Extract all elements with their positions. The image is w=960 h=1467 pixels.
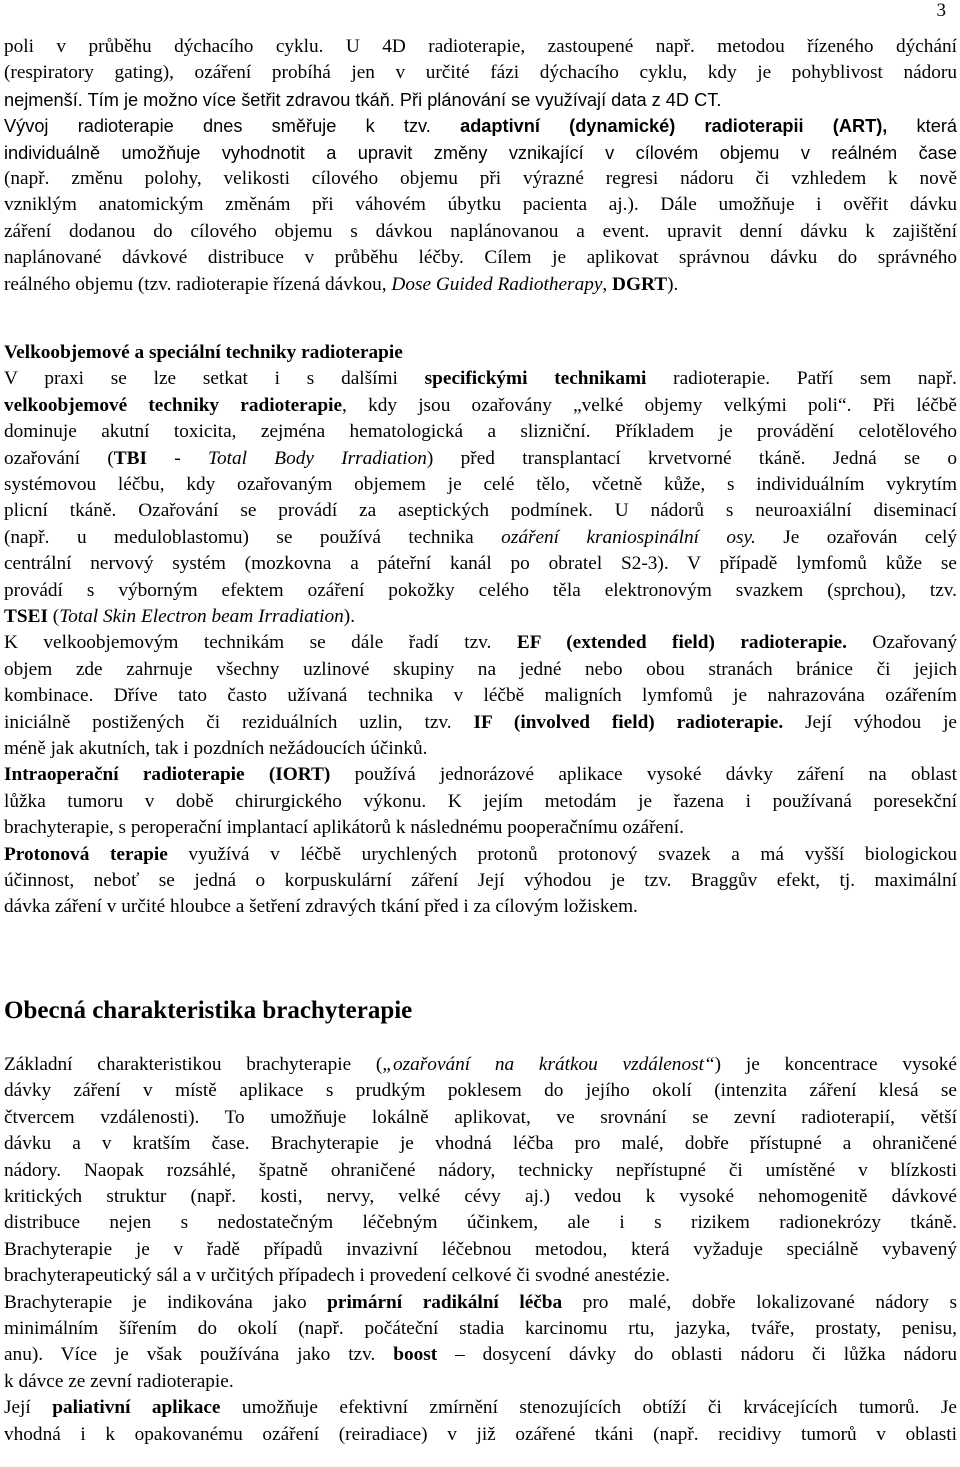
text-run: (např. u meduloblastomu) se používá technika bbox=[4, 526, 502, 548]
text-run: kombinace. Dříve tato často užívaná technika v léčbě maligních lymfomů je nahrazována ozářením bbox=[4, 685, 957, 707]
text-line bbox=[4, 789, 957, 815]
text-line bbox=[4, 657, 957, 683]
text-line bbox=[4, 1342, 957, 1368]
italic-text: „ozařování na krátkou vzdálenost“ bbox=[382, 1054, 715, 1075]
text-line bbox=[4, 1131, 957, 1157]
text-run: Její výhodou je bbox=[783, 711, 957, 733]
text-run: Ozařovaný bbox=[846, 632, 958, 654]
text-line bbox=[4, 868, 957, 894]
text-line bbox=[4, 604, 957, 630]
text-line bbox=[4, 1052, 957, 1078]
text-line bbox=[4, 219, 957, 245]
text-line bbox=[4, 1210, 957, 1236]
text-run: individuálně umožňuje vyhodnotit a upravit změny vznikající v cílovém objemu v reálném čase bbox=[4, 142, 957, 163]
section-heading: Obecná charakteristika brachyterapie bbox=[4, 997, 413, 1024]
text-run: využívá v léčbě urychlených protonů protonový svazek a má vyšší biologickou bbox=[167, 843, 957, 865]
text-line bbox=[4, 683, 957, 709]
text-line bbox=[4, 366, 957, 392]
text-run: brachyterapie, s peroperační implantací aplikátorů k následnému pooperačnímu ozáření. bbox=[4, 817, 684, 839]
bold-text: EF (extended field) radioterapie. bbox=[516, 632, 847, 654]
text-run: ). bbox=[343, 606, 356, 627]
text-run: (respiratory gating), ozáření probíhá jen v určité fázi dýchacího cyklu, kdy je pohyblivost nádoru bbox=[4, 62, 957, 84]
text-line bbox=[4, 578, 957, 604]
text-line bbox=[4, 630, 957, 656]
text-run: Vývoj radioterapie dnes směřuje k tzv. bbox=[4, 116, 461, 137]
text-line bbox=[4, 1184, 957, 1210]
text-run: používá jednorázové aplikace vysoké dávky záření na oblast bbox=[330, 764, 957, 786]
text-run: ) před transplantací krvetvorné tkáně. Jedná se o bbox=[426, 447, 957, 469]
text-run: radioterapie. Patří sem např. bbox=[646, 368, 957, 390]
italic-text: Total Body Irradiation bbox=[208, 447, 427, 469]
text-run: Základní charakteristikou brachyterapie ( bbox=[4, 1054, 383, 1075]
text-line bbox=[4, 472, 957, 498]
text-line bbox=[4, 393, 957, 419]
text-run: Její bbox=[4, 1397, 53, 1419]
text-run: reálného objemu (tzv. radioterapie řízená dávkou, bbox=[4, 273, 392, 295]
text-run: dávka záření v určité hloubce a šetření zdravých tkání před i za cílovým ložiskem. bbox=[4, 896, 638, 918]
text-line bbox=[4, 1263, 957, 1289]
text-run: iniciálně postižených či reziduálních uzlin, tzv. bbox=[4, 711, 474, 733]
bold-text: velkoobjemové techniky radioterapie bbox=[4, 394, 343, 416]
text-run: centrální nervový systém (mozkovna a páteřní kanál po obratel S2-3). V případě lymfomů kůže se bbox=[4, 553, 957, 575]
text-run: čtvercem vzdálenosti). To umožňuje lokálně aplikovat, ve srovnání se zevní radioterapií, větší bbox=[4, 1106, 957, 1128]
text-run: naplánované dávkové distribuce v průběhu léčby. Cílem je aplikovat správnou dávku do správného bbox=[4, 247, 957, 269]
text-line bbox=[4, 87, 957, 113]
text-line bbox=[4, 815, 957, 841]
text-run: která bbox=[887, 116, 957, 137]
text-run: (např. změnu polohy, velikosti cílového objemu při výrazné regresi nádoru či vzhledem k nově bbox=[4, 168, 957, 189]
text-run: minimálním šířením do okolí (např. počáteční stadia karcinomu rtu, jazyka, tváře, prostaty, penisu, bbox=[4, 1318, 957, 1339]
text-run: anu). Více je však používána jako tzv. bbox=[4, 1344, 394, 1366]
text-line bbox=[4, 1422, 957, 1448]
text-line bbox=[4, 551, 957, 577]
text-line bbox=[4, 113, 957, 139]
text-run: systémovou léčbu, kdy ozařovaným objemem je celé tělo, včetně kůže, s individuálním vykrytím bbox=[4, 474, 957, 495]
text-run: záření dodanou do cílového objemu s dávkou naplánovanou a event. upravit denní dávku k zajištění bbox=[4, 220, 957, 242]
bold-text: adaptivní (dynamické) radioterapii (ART), bbox=[460, 116, 888, 137]
text-run: k dávce ze zevní radioterapie. bbox=[4, 1370, 234, 1392]
text-line bbox=[4, 498, 957, 524]
text-line bbox=[4, 710, 957, 736]
text-run: dávku a v kratším čase. Brachyterapie je vhodná léčba pro malé, dobře přístupné a ohraničené bbox=[4, 1133, 957, 1155]
bold-text: paliativní aplikace bbox=[52, 1397, 221, 1419]
text-line bbox=[4, 736, 957, 762]
text-run: brachyterapeutický sál a v určitých případech i provedení celkové či svodné anestézie. bbox=[4, 1265, 670, 1287]
text-run: Brachyterapie je v řadě případů invazivní léčebnou metodou, která vyžaduje speciálně vybavený bbox=[4, 1238, 957, 1260]
text-run: ozařování ( bbox=[4, 447, 114, 469]
text-line bbox=[4, 762, 957, 788]
page-number: 3 bbox=[936, 0, 946, 21]
text-line bbox=[4, 245, 957, 271]
text-run: vzniklým anatomickým změnám při váhovém úbytku pacienta aj.). Dále umožňuje i ověřit dávku bbox=[4, 194, 957, 216]
text-run: Je ozařován celý bbox=[755, 526, 958, 548]
bold-text: Velkoobjemové a speciální techniky radioterapie bbox=[4, 342, 403, 363]
text-line bbox=[4, 1316, 957, 1342]
text-run: umožňuje efektivní zmírnění stenozujících obtíží či krvácejících tumorů. Je bbox=[220, 1397, 957, 1419]
text-run: plicní tkáně. Ozařování se provádí za aseptických podmínek. U nádorů s neuroaxiální diseminací bbox=[4, 500, 957, 522]
text-run: pro malé, dobře lokalizované nádory s bbox=[562, 1291, 957, 1313]
bold-text: Protonová terapie bbox=[4, 843, 168, 865]
text-line bbox=[4, 1078, 957, 1104]
bold-text: DGRT bbox=[612, 273, 668, 295]
text-line bbox=[4, 1290, 957, 1316]
text-run: provádí s výborným efektem ozáření pokožky celého těla elektronovým svazkem (sprchou), tzv. bbox=[4, 579, 957, 601]
text-run: – dosycení dávky do oblasti nádoru či lůžka nádoru bbox=[437, 1344, 957, 1366]
text-line bbox=[4, 894, 957, 920]
text-run: kritických struktur (např. kosti, nervy, velké cévy aj.) vedou k vysoké nehomogenitě dávkové bbox=[4, 1186, 957, 1207]
text-run: nádory. Naopak rozsáhlé, špatně ohraničené nádory, technicky nepřístupné či umístěné v blízkosti bbox=[4, 1159, 957, 1181]
text-run: ( bbox=[47, 606, 60, 627]
text-run: účinnost, neboť se jedná o korpuskulární záření Její výhodou je tzv. Braggův efekt, tj. maximální bbox=[4, 870, 957, 891]
text-line bbox=[4, 1105, 957, 1131]
italic-text: ozáření kraniospinální osy. bbox=[501, 526, 756, 548]
text-line bbox=[4, 1158, 957, 1184]
bold-text: IF (involved field) radioterapie. bbox=[473, 711, 784, 733]
text-line bbox=[4, 140, 957, 166]
bold-text: Intraoperační radioterapie (IORT) bbox=[4, 764, 331, 786]
italic-text: Dose Guided Radiotherapy bbox=[391, 273, 603, 295]
text-line bbox=[4, 340, 957, 366]
bold-text: specifickými technikami bbox=[424, 368, 647, 390]
text-run: lůžka tumoru v době chirurgického výkonu. K jejím metodám je řazena i používaná poresekční bbox=[4, 790, 957, 812]
text-line bbox=[4, 1395, 957, 1421]
text-line bbox=[4, 60, 957, 86]
text-line bbox=[4, 272, 957, 298]
text-run: vhodná i k opakovanému ozáření (reiradiace) v již ozářené tkáni (např. recidivy tumorů v oblasti bbox=[4, 1423, 957, 1445]
text-run: K velkoobjemovým technikám se dále řadí tzv. bbox=[4, 632, 517, 654]
text-line bbox=[4, 525, 957, 551]
text-run: - bbox=[146, 447, 209, 469]
text-line bbox=[4, 419, 957, 445]
text-run: nejmenší. Tím je možno více šetřit zdravou tkáň. Při plánování se využívají data z 4D CT. bbox=[4, 89, 722, 110]
text-line bbox=[4, 1237, 957, 1263]
text-line bbox=[4, 1369, 957, 1395]
text-run: dominuje akutní toxicita, zejména hematologická a slizniční. Příkladem je provádění celotělového bbox=[4, 421, 957, 443]
text-line bbox=[4, 34, 957, 60]
text-line bbox=[4, 166, 957, 192]
text-run: objem zde zahrnuje všechny uzlinové skupiny na jedné nebo obou stranách bránice či jejich bbox=[4, 658, 957, 680]
bold-text: primární radikální léčba bbox=[327, 1291, 563, 1313]
text-run: dávky záření v místě aplikace s prudkým poklesem do jejího okolí (intenzita záření klesá se bbox=[4, 1080, 957, 1102]
text-run: poli v průběhu dýchacího cyklu. U 4D radioterapie, zastoupené např. metodou řízeného dýchání bbox=[4, 36, 957, 57]
text-run: distribuce nejen s nedostatečným léčebným účinkem, ale i s rizikem radionekrózy tkáně. bbox=[4, 1212, 957, 1234]
text-run: V praxi se lze setkat i s dalšími bbox=[4, 368, 425, 390]
text-line bbox=[4, 446, 957, 472]
text-run: Brachyterapie je indikována jako bbox=[4, 1291, 328, 1313]
bold-text: boost bbox=[393, 1344, 438, 1366]
text-line bbox=[4, 192, 957, 218]
bold-text: TSEI bbox=[4, 606, 48, 627]
text-run: méně jak akutních, tak i pozdních nežádoucích účinků. bbox=[4, 738, 428, 759]
text-run: , kdy jsou ozařovány „velké objemy velkými poli“. Při léčbě bbox=[342, 394, 957, 416]
bold-text: TBI bbox=[113, 447, 147, 469]
text-run: ). bbox=[667, 273, 679, 295]
text-line bbox=[4, 842, 957, 868]
italic-text: Total Skin Electron beam Irradiation bbox=[59, 606, 344, 627]
text-run: ) je koncentrace vysoké bbox=[714, 1054, 957, 1075]
text-run: , bbox=[602, 273, 613, 295]
